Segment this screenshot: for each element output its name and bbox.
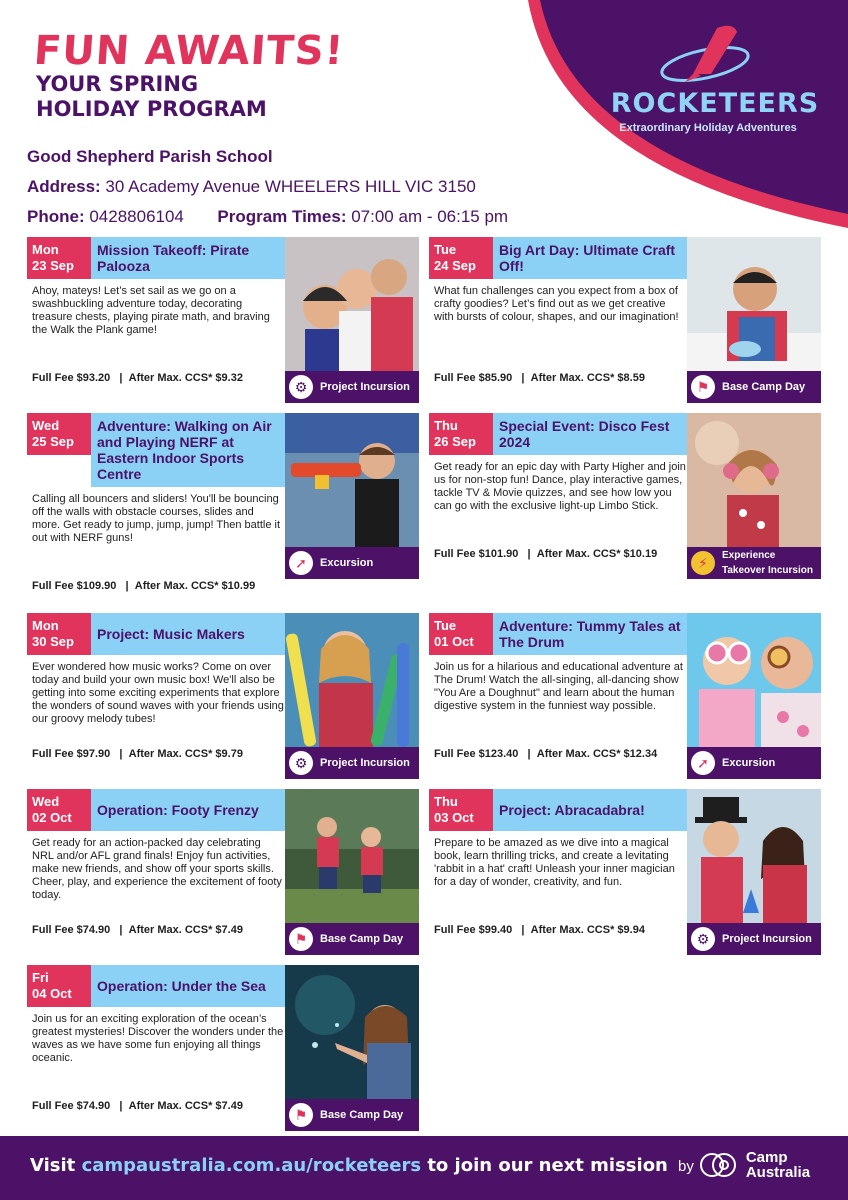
activity-description: Calling all bouncers and sliders! You'll be bouncing off the walls with obstacle courses, slides and more. Get ready to jump, jump, jump! Then battle it out with NERF guns!	[32, 493, 281, 544]
activity-type-line-2: Takeover Incursion	[722, 565, 813, 576]
activity-description: Join us for an exciting exploration of the ocean’s greatest mysteries! Discover the wonders under the waves as we have some fun enjoying all things oceanic.	[32, 1013, 284, 1064]
rocket-icon: ➚	[691, 751, 715, 775]
date-label: 30 Sep	[32, 634, 74, 649]
gear-icon: ⚙	[289, 375, 313, 399]
brand-name: ROCKETEERS	[610, 88, 820, 119]
day-card-thu-03-oct	[429, 789, 821, 955]
day-card-mon-23-sep	[27, 237, 419, 403]
gear-icon: ⚙	[289, 751, 313, 775]
nerf-boy-photo	[285, 413, 419, 547]
brand-tagline: Extraordinary Holiday Adventures	[619, 122, 797, 134]
date-badge	[27, 413, 91, 455]
date-badge	[27, 237, 91, 279]
footer-tail: to join our next mission	[427, 1155, 668, 1176]
full-fee: Full Fee $85.90	[434, 372, 513, 384]
by-label: by	[678, 1157, 694, 1175]
ccs-fee: After Max. CCS* $8.59	[530, 372, 645, 384]
address-line	[27, 177, 476, 197]
planet-flag-icon: ⚑	[691, 375, 715, 399]
times-label: Program Times:	[217, 207, 347, 226]
date-badge	[429, 237, 493, 279]
activity-type: Project Incursion	[722, 933, 812, 945]
activity-type-badge	[285, 923, 419, 955]
school-name: Good Shepherd Parish School	[27, 147, 273, 166]
date-label: 04 Oct	[32, 986, 72, 1001]
footer-url-link[interactable]: campaustralia.com.au/rocketeers	[81, 1155, 422, 1176]
activity-title: Special Event: Disco Fest 2024	[493, 413, 687, 455]
date-badge	[429, 413, 493, 455]
music-tubes-photo	[285, 613, 419, 747]
full-fee: Full Fee $74.90	[32, 1100, 111, 1112]
activity-description: What fun challenges can you expect from a box of crafty goodies? Let’s find out as we get creative with bursts of colour, shapes, and our imagination!	[434, 285, 679, 323]
activity-description: Ahoy, mateys! Let’s set sail as we go on a swashbuckling adventure today, decorating treasure chests, playing pirate math, and braving the Walk the Plank game!	[32, 285, 270, 336]
date-label: 23 Sep	[32, 258, 74, 273]
magician-kids-photo	[687, 789, 821, 923]
activity-type-badge	[285, 747, 419, 779]
page-title: FUN AWAITS!	[32, 28, 346, 74]
activity-title: Adventure: Walking on Air and Playing NERF at Eastern Indoor Sports Centre	[91, 413, 285, 487]
day-label: Mon	[32, 242, 59, 257]
activity-type-badge	[687, 923, 821, 955]
activity-title: Adventure: Tummy Tales at The Drum	[493, 613, 687, 655]
full-fee: Full Fee $97.90	[32, 748, 111, 760]
ccs-fee: After Max. CCS* $10.19	[536, 548, 658, 560]
phone-value: 0428806104	[89, 207, 184, 226]
activity-type: Excursion	[722, 757, 776, 769]
day-label: Thu	[434, 794, 458, 809]
times-value: 07:00 am - 06:15 pm	[351, 207, 509, 226]
ccs-fee: After Max. CCS* $9.94	[530, 924, 645, 936]
planet-flag-icon: ⚑	[289, 1103, 313, 1127]
fee-line: Full Fee $93.20 | After Max. CCS* $9.32	[32, 372, 243, 384]
activity-description: Get ready for an epic day with Party Higher and join us for non-stop fun! Dance, play interactive games, tackle TV & Movie quizzes, and see how low you can go with the exclusive light-up Limbo Stick.	[434, 461, 686, 512]
activity-type: Base Camp Day	[722, 381, 806, 393]
activity-type-badge	[285, 547, 419, 579]
date-badge	[27, 789, 91, 831]
day-card-tue-24-sep	[429, 237, 821, 403]
activity-description: Prepare to be amazed as we dive into a magical book, learn thrilling tricks, and create a levitating 'rabbit in a hat' craft! Unleash your inner magician for a day of wonder, creativity, and fun.	[434, 837, 675, 888]
doughnut-performers-photo	[687, 613, 821, 747]
activity-type: Base Camp Day	[320, 1109, 404, 1121]
activity-type: Project Incursion	[320, 381, 410, 393]
day-label: Thu	[434, 418, 458, 433]
full-fee: Full Fee $123.40	[434, 748, 519, 760]
activity-title: Project: Abracadabra!	[493, 789, 687, 831]
day-card-wed-02-oct	[27, 789, 419, 955]
day-card-wed-25-sep	[27, 413, 419, 595]
fee-line: Full Fee $101.90 | After Max. CCS* $10.19	[434, 548, 658, 560]
day-card-mon-30-sep	[27, 613, 419, 779]
activity-type: Project Incursion	[320, 757, 410, 769]
fee-line: Full Fee $123.40 | After Max. CCS* $12.34	[434, 748, 658, 760]
date-badge	[429, 789, 493, 831]
partner-line-1: Camp	[745, 1149, 788, 1166]
activity-type-badge	[687, 747, 821, 779]
activity-type: Base Camp Day	[320, 933, 404, 945]
activity-title: Operation: Under the Sea	[91, 965, 285, 1007]
day-label: Fri	[32, 970, 49, 985]
fee-line: Full Fee $74.90 | After Max. CCS* $7.49	[32, 1100, 243, 1112]
pirate-kids-photo	[285, 237, 419, 371]
date-badge	[27, 613, 91, 655]
fee-line: Full Fee $99.40 | After Max. CCS* $9.94	[434, 924, 645, 936]
aquarium-girl-photo	[285, 965, 419, 1099]
lightning-icon: ⚡	[691, 551, 715, 575]
ccs-fee: After Max. CCS* $10.99	[134, 580, 256, 592]
activity-type-line-1: Experience	[722, 550, 776, 561]
footer-visit: Visit	[30, 1155, 76, 1176]
camp-australia-mark-icon	[698, 1151, 744, 1179]
activity-description: Get ready for an action-packed day celebrating NRL and/or AFL grand finals! Enjoy fun activities, make new friends, and show off your sports skills. Cheer, play, and experience the excitement of footy today.	[32, 837, 282, 901]
camp-australia-logo	[678, 1150, 810, 1180]
date-label: 24 Sep	[434, 258, 476, 273]
subtitle-line-1: YOUR SPRING	[36, 72, 199, 96]
date-label: 02 Oct	[32, 810, 72, 825]
full-fee: Full Fee $93.20	[32, 372, 111, 384]
day-label: Wed	[32, 794, 60, 809]
planet-flag-icon: ⚑	[289, 927, 313, 951]
day-card-tue-01-oct	[429, 613, 821, 779]
craft-boy-photo	[687, 237, 821, 371]
footer-cta	[30, 1155, 668, 1176]
day-label: Mon	[32, 618, 59, 633]
activity-title: Operation: Footy Frenzy	[91, 789, 285, 831]
day-label: Wed	[32, 418, 60, 433]
day-label: Tue	[434, 242, 457, 257]
date-badge	[27, 965, 91, 1007]
full-fee: Full Fee $74.90	[32, 924, 111, 936]
full-fee: Full Fee $109.90	[32, 580, 117, 592]
activity-type-badge	[687, 371, 821, 403]
ccs-fee: After Max. CCS* $9.79	[128, 748, 243, 760]
rocket-logo-icon	[655, 14, 755, 94]
activity-type: Excursion	[320, 557, 374, 569]
ccs-fee: After Max. CCS* $7.49	[128, 1100, 243, 1112]
day-card-thu-26-sep	[429, 413, 821, 579]
contact-line	[27, 207, 508, 227]
date-label: 26 Sep	[434, 434, 476, 449]
gear-icon: ⚙	[691, 927, 715, 951]
full-fee: Full Fee $99.40	[434, 924, 513, 936]
date-badge	[429, 613, 493, 655]
full-fee: Full Fee $101.90	[434, 548, 519, 560]
phone-label: Phone:	[27, 207, 85, 226]
date-label: 01 Oct	[434, 634, 474, 649]
subtitle-line-2: HOLIDAY PROGRAM	[36, 97, 267, 121]
footy-kids-photo	[285, 789, 419, 923]
fee-line: Full Fee $74.90 | After Max. CCS* $7.49	[32, 924, 243, 936]
disco-girl-photo	[687, 413, 821, 547]
date-label: 03 Oct	[434, 810, 474, 825]
activity-type-badge	[687, 547, 821, 579]
activity-description: Join us for a hilarious and educational adventure at The Drum! Watch the all-singing, all-dancing show "You Are a Doughnut" and learn about the human digestive system in the funniest way possible.	[434, 661, 683, 712]
day-card-fri-04-oct	[27, 965, 419, 1131]
address-value: 30 Academy Avenue WHEELERS HILL VIC 3150	[105, 177, 476, 196]
fee-line: Full Fee $109.90 | After Max. CCS* $10.99	[32, 580, 256, 592]
fee-line: Full Fee $85.90 | After Max. CCS* $8.59	[434, 372, 645, 384]
day-label: Tue	[434, 618, 457, 633]
activity-title: Big Art Day: Ultimate Craft Off!	[493, 237, 687, 279]
activity-type-badge	[285, 371, 419, 403]
footer-bar	[0, 1136, 848, 1200]
date-label: 25 Sep	[32, 434, 74, 449]
rocket-icon: ➚	[289, 551, 313, 575]
partner-line-2: Australia	[745, 1164, 811, 1181]
activity-title: Mission Takeoff: Pirate Palooza	[91, 237, 285, 279]
ccs-fee: After Max. CCS* $7.49	[128, 924, 243, 936]
ccs-fee: After Max. CCS* $9.32	[128, 372, 243, 384]
page-subtitle	[36, 72, 267, 122]
activity-title: Project: Music Makers	[91, 613, 285, 655]
fee-line: Full Fee $97.90 | After Max. CCS* $9.79	[32, 748, 243, 760]
ccs-fee: After Max. CCS* $12.34	[536, 748, 658, 760]
address-label: Address:	[27, 177, 101, 196]
activity-type-badge	[285, 1099, 419, 1131]
activity-description: Ever wondered how music works? Come on over today and build your own music box! We'll also be getting into some exciting experiments that explore the wonders of sound waves with your friends using our groovy melody tubes!	[32, 661, 284, 725]
